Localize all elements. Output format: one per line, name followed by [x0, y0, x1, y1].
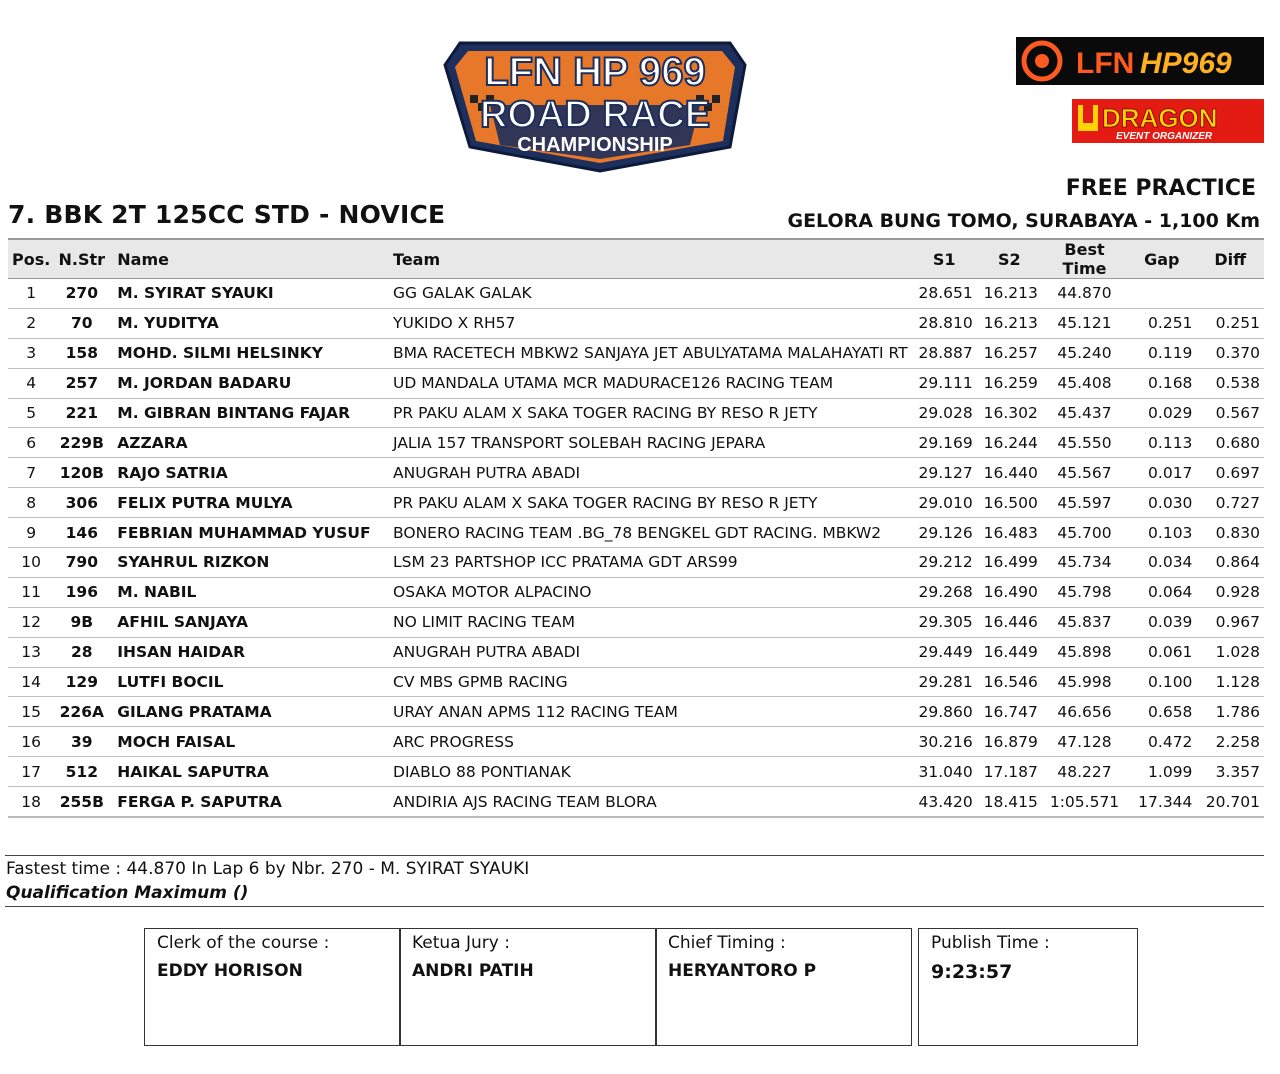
best-time-cell: 45.437 [1042, 398, 1127, 428]
s1-cell: 29.305 [912, 607, 977, 637]
table-row [8, 338, 1264, 368]
best-time-cell: 45.597 [1042, 488, 1127, 518]
publish-time: 9:23:57 [931, 961, 1013, 983]
nstr-cell: 158 [54, 338, 109, 368]
s1-cell: 28.651 [912, 279, 977, 309]
best-time-cell: 45.898 [1042, 637, 1127, 667]
s2-cell: 16.499 [977, 548, 1042, 578]
team-cell: UD MANDALA UTAMA MCR MADURACE126 RACING TEAM [389, 368, 912, 398]
s2-cell: 16.546 [977, 667, 1042, 697]
nstr-cell: 255B [54, 787, 109, 817]
pos-cell: 16 [8, 727, 54, 757]
s1-cell: 29.010 [912, 488, 977, 518]
gap-cell: 0.034 [1127, 548, 1196, 578]
best-time-cell: 45.567 [1042, 458, 1127, 488]
table-row [8, 637, 1264, 667]
pos-cell: 11 [8, 577, 54, 607]
s2-cell: 16.449 [977, 637, 1042, 667]
table-row [8, 279, 1264, 309]
nstr-cell: 221 [54, 398, 109, 428]
pos-cell: 9 [8, 518, 54, 548]
best-time-cell: 47.128 [1042, 727, 1127, 757]
rider-name-cell: FERGA P. SAPUTRA [109, 787, 389, 817]
gap-cell: 0.168 [1127, 368, 1196, 398]
rider-name-cell: AZZARA [109, 428, 389, 458]
rider-name-cell: IHSAN HAIDAR [109, 637, 389, 667]
team-cell: ANUGRAH PUTRA ABADI [389, 637, 912, 667]
best-time-cell: 1:05.571 [1042, 787, 1127, 817]
rider-name-cell: MOHD. SILMI HELSINKY [109, 338, 389, 368]
rider-name-cell: M. YUDITYA [109, 308, 389, 338]
best-time-cell: 45.734 [1042, 548, 1127, 578]
rider-name-cell: HAIKAL SAPUTRA [109, 757, 389, 787]
pos-cell: 2 [8, 308, 54, 338]
s1-cell: 31.040 [912, 757, 977, 787]
s2-cell: 16.213 [977, 279, 1042, 309]
gap-cell: 0.039 [1127, 607, 1196, 637]
team-cell: GG GALAK GALAK [389, 279, 912, 309]
s2-cell: 16.213 [977, 308, 1042, 338]
footer-divider-bottom [5, 906, 1264, 907]
best-time-cell: 46.656 [1042, 697, 1127, 727]
nstr-cell: 257 [54, 368, 109, 398]
clerk-label: Clerk of the course : [157, 933, 330, 953]
table-row [8, 667, 1264, 697]
s2-cell: 16.440 [977, 458, 1042, 488]
s2-cell: 16.259 [977, 368, 1042, 398]
lfn-hp969-logo [1016, 37, 1264, 85]
diff-cell: 0.864 [1196, 548, 1264, 578]
table-row [8, 607, 1264, 637]
nstr-cell: 226A [54, 697, 109, 727]
diff-cell: 3.357 [1196, 757, 1264, 787]
s2-cell: 16.483 [977, 518, 1042, 548]
s2-cell: 18.415 [977, 787, 1042, 817]
diff-cell: 20.701 [1196, 787, 1264, 817]
diff-cell: 0.370 [1196, 338, 1264, 368]
nstr-cell: 512 [54, 757, 109, 787]
gap-cell: 0.029 [1127, 398, 1196, 428]
pos-cell: 17 [8, 757, 54, 787]
s2-cell: 16.490 [977, 577, 1042, 607]
best-time-cell: 45.998 [1042, 667, 1127, 697]
s1-cell: 29.268 [912, 577, 977, 607]
best-time-cell: 45.408 [1042, 368, 1127, 398]
pos-cell: 4 [8, 368, 54, 398]
rider-name-cell: FELIX PUTRA MULYA [109, 488, 389, 518]
team-cell: ARC PROGRESS [389, 727, 912, 757]
table-row [8, 398, 1264, 428]
s1-cell: 29.028 [912, 398, 977, 428]
rider-name-cell: RAJO SATRIA [109, 458, 389, 488]
team-cell: ANDIRIA AJS RACING TEAM BLORA [389, 787, 912, 817]
table-row [8, 458, 1264, 488]
publish-label: Publish Time : [931, 933, 1050, 953]
nstr-cell: 70 [54, 308, 109, 338]
hp969-text: HP969 [1140, 47, 1232, 80]
team-cell: BMA RACETECH MBKW2 SANJAYA JET ABULYATAMA MALAHAYATI RT [389, 338, 912, 368]
best-time-cell: 45.837 [1042, 607, 1127, 637]
nstr-cell: 120B [54, 458, 109, 488]
table-row [8, 308, 1264, 338]
rider-name-cell: M. NABIL [109, 577, 389, 607]
s2-cell: 16.500 [977, 488, 1042, 518]
gap-cell: 0.061 [1127, 637, 1196, 667]
table-row [8, 428, 1264, 458]
s1-cell: 43.420 [912, 787, 977, 817]
col-best-time: Best Time [1042, 239, 1127, 279]
s1-cell: 29.111 [912, 368, 977, 398]
clerk-name: EDDY HORISON [157, 961, 303, 981]
col-s2: S2 [977, 239, 1042, 279]
nstr-cell: 790 [54, 548, 109, 578]
gap-cell: 0.113 [1127, 428, 1196, 458]
best-time-cell: 45.240 [1042, 338, 1127, 368]
pos-cell: 8 [8, 488, 54, 518]
gap-cell: 0.472 [1127, 727, 1196, 757]
s2-cell: 16.257 [977, 338, 1042, 368]
rider-name-cell: FEBRIAN MUHAMMAD YUSUF [109, 518, 389, 548]
diff-cell: 0.830 [1196, 518, 1264, 548]
s2-cell: 17.187 [977, 757, 1042, 787]
gap-cell: 0.030 [1127, 488, 1196, 518]
jury-name: ANDRI PATIH [412, 961, 534, 981]
s1-cell: 28.887 [912, 338, 977, 368]
col-diff: Diff [1196, 239, 1264, 279]
s1-cell: 29.126 [912, 518, 977, 548]
results-table [8, 238, 1264, 818]
diff-cell: 0.928 [1196, 577, 1264, 607]
nstr-cell: 28 [54, 637, 109, 667]
qualification-maximum: Qualification Maximum () [6, 883, 249, 903]
s1-cell: 29.281 [912, 667, 977, 697]
logo-line1: LFN HP 969 [484, 50, 706, 94]
footer-divider-top [5, 855, 1264, 856]
publish-box [918, 928, 1138, 1046]
team-cell: ANUGRAH PUTRA ABADI [389, 458, 912, 488]
team-cell: PR PAKU ALAM X SAKA TOGER RACING BY RESO R JETY [389, 488, 912, 518]
nstr-cell: 196 [54, 577, 109, 607]
session-name: FREE PRACTICE [1065, 176, 1256, 201]
gap-cell: 0.064 [1127, 577, 1196, 607]
s1-cell: 28.810 [912, 308, 977, 338]
team-cell: LSM 23 PARTSHOP ICC PRATAMA GDT ARS99 [389, 548, 912, 578]
diff-cell [1196, 279, 1264, 309]
diff-cell: 1.028 [1196, 637, 1264, 667]
table-row [8, 368, 1264, 398]
table-row [8, 488, 1264, 518]
col-pos: Pos. [8, 239, 54, 279]
timing-label: Chief Timing : [668, 933, 786, 953]
s1-cell: 29.169 [912, 428, 977, 458]
fastest-time: Fastest time : 44.870 In Lap 6 by Nbr. 270 - M. SYIRAT SYAUKI [6, 859, 530, 879]
gap-cell: 0.119 [1127, 338, 1196, 368]
rider-name-cell: SYAHRUL RIZKON [109, 548, 389, 578]
pos-cell: 14 [8, 667, 54, 697]
col-s1: S1 [912, 239, 977, 279]
diff-cell: 0.967 [1196, 607, 1264, 637]
gap-cell [1127, 279, 1196, 309]
diff-cell: 0.727 [1196, 488, 1264, 518]
s2-cell: 16.747 [977, 697, 1042, 727]
timing-box [655, 928, 912, 1046]
nstr-cell: 229B [54, 428, 109, 458]
diff-cell: 0.567 [1196, 398, 1264, 428]
diff-cell: 0.251 [1196, 308, 1264, 338]
team-cell: BONERO RACING TEAM .BG_78 BENGKEL GDT RACING. MBKW2 [389, 518, 912, 548]
table-row [8, 757, 1264, 787]
table-row [8, 577, 1264, 607]
team-cell: JALIA 157 TRANSPORT SOLEBAH RACING JEPARA [389, 428, 912, 458]
nstr-cell: 270 [54, 279, 109, 309]
col-name: Name [109, 239, 389, 279]
rider-name-cell: GILANG PRATAMA [109, 697, 389, 727]
s1-cell: 29.127 [912, 458, 977, 488]
gap-cell: 0.658 [1127, 697, 1196, 727]
table-header-row [8, 239, 1264, 279]
gap-cell: 0.251 [1127, 308, 1196, 338]
nstr-cell: 39 [54, 727, 109, 757]
best-time-cell: 45.550 [1042, 428, 1127, 458]
col-nstr: N.Str [54, 239, 109, 279]
best-time-cell: 45.798 [1042, 577, 1127, 607]
diff-cell: 2.258 [1196, 727, 1264, 757]
nstr-cell: 306 [54, 488, 109, 518]
col-team: Team [389, 239, 912, 279]
best-time-cell: 44.870 [1042, 279, 1127, 309]
best-time-cell: 45.700 [1042, 518, 1127, 548]
championship-logo [440, 35, 750, 175]
pos-cell: 1 [8, 279, 54, 309]
table-row [8, 697, 1264, 727]
jury-box [399, 928, 657, 1046]
team-cell: YUKIDO X RH57 [389, 308, 912, 338]
rider-name-cell: M. SYIRAT SYAUKI [109, 279, 389, 309]
table-row [8, 727, 1264, 757]
dragon-text: DRAGON [1102, 103, 1218, 133]
lfn-text: LFN [1076, 47, 1135, 80]
nstr-cell: 146 [54, 518, 109, 548]
pos-cell: 5 [8, 398, 54, 428]
table-row [8, 787, 1264, 817]
team-cell: NO LIMIT RACING TEAM [389, 607, 912, 637]
diff-cell: 0.680 [1196, 428, 1264, 458]
gap-cell: 0.100 [1127, 667, 1196, 697]
rider-name-cell: M. GIBRAN BINTANG FAJAR [109, 398, 389, 428]
s2-cell: 16.244 [977, 428, 1042, 458]
diff-cell: 1.786 [1196, 697, 1264, 727]
team-cell: PR PAKU ALAM X SAKA TOGER RACING BY RESO R JETY [389, 398, 912, 428]
rider-name-cell: AFHIL SANJAYA [109, 607, 389, 637]
team-cell: CV MBS GPMB RACING [389, 667, 912, 697]
gap-cell: 0.017 [1127, 458, 1196, 488]
dragon-event-organizer-logo [1072, 99, 1264, 143]
venue: GELORA BUNG TOMO, SURABAYA - 1,100 Km [787, 210, 1260, 232]
s2-cell: 16.446 [977, 607, 1042, 637]
gap-cell: 17.344 [1127, 787, 1196, 817]
s1-cell: 29.449 [912, 637, 977, 667]
nstr-cell: 129 [54, 667, 109, 697]
team-cell: OSAKA MOTOR ALPACINO [389, 577, 912, 607]
pos-cell: 13 [8, 637, 54, 667]
pos-cell: 7 [8, 458, 54, 488]
rider-name-cell: MOCH FAISAL [109, 727, 389, 757]
pos-cell: 6 [8, 428, 54, 458]
table-row [8, 548, 1264, 578]
s1-cell: 29.860 [912, 697, 977, 727]
rider-name-cell: M. JORDAN BADARU [109, 368, 389, 398]
diff-cell: 0.697 [1196, 458, 1264, 488]
pos-cell: 18 [8, 787, 54, 817]
s2-cell: 16.302 [977, 398, 1042, 428]
diff-cell: 0.538 [1196, 368, 1264, 398]
logo-line2: ROAD RACE [479, 94, 711, 136]
pos-cell: 12 [8, 607, 54, 637]
pos-cell: 10 [8, 548, 54, 578]
table-row [8, 518, 1264, 548]
best-time-cell: 48.227 [1042, 757, 1127, 787]
s1-cell: 29.212 [912, 548, 977, 578]
team-cell: DIABLO 88 PONTIANAK [389, 757, 912, 787]
gap-cell: 1.099 [1127, 757, 1196, 787]
event-title: 7. BBK 2T 125CC STD - NOVICE [8, 200, 446, 229]
timing-name: HERYANTORO P [668, 961, 817, 981]
team-cell: URAY ANAN APMS 112 RACING TEAM [389, 697, 912, 727]
col-gap: Gap [1127, 239, 1196, 279]
rider-name-cell: LUTFI BOCIL [109, 667, 389, 697]
pos-cell: 3 [8, 338, 54, 368]
event-organizer-text: EVENT ORGANIZER [1116, 131, 1213, 142]
s1-cell: 30.216 [912, 727, 977, 757]
gap-cell: 0.103 [1127, 518, 1196, 548]
clerk-box [144, 928, 401, 1046]
s2-cell: 16.879 [977, 727, 1042, 757]
logo-line3: CHAMPIONSHIP [517, 134, 673, 156]
nstr-cell: 9B [54, 607, 109, 637]
jury-label: Ketua Jury : [412, 933, 510, 953]
diff-cell: 1.128 [1196, 667, 1264, 697]
best-time-cell: 45.121 [1042, 308, 1127, 338]
pos-cell: 15 [8, 697, 54, 727]
